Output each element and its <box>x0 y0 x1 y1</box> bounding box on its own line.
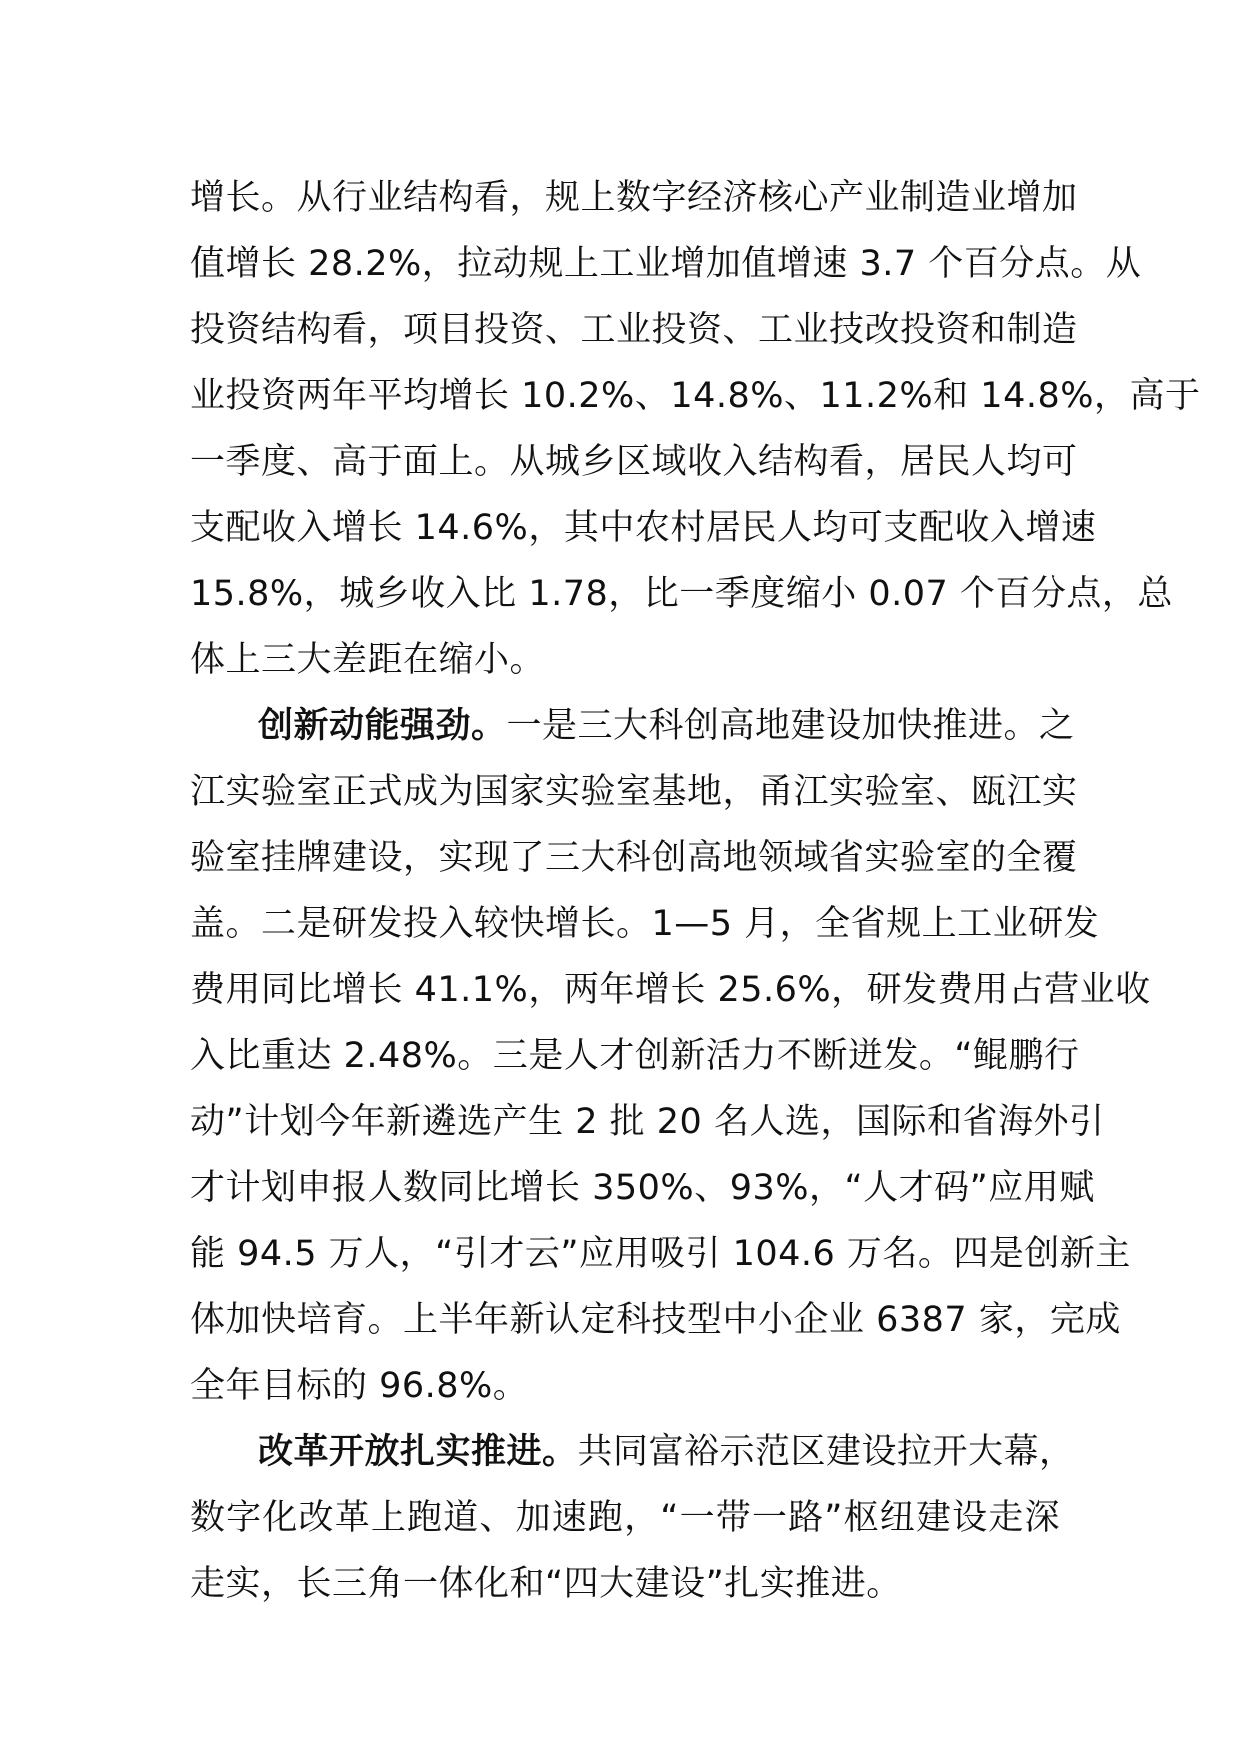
text-line: 体上三大差距在缩小。 <box>190 640 546 680</box>
text-line: 才计划申报人数同比增长 350%、93%，“人才码”应用赋 <box>190 1168 1095 1208</box>
text-line: 验室挂牌建设，实现了三大科创高地领域省实验室的全覆 <box>190 838 1078 878</box>
text-line: 动”计划今年新遴选产生 2 批 20 名人选，国际和省海外引 <box>190 1102 1105 1142</box>
text-line: 能 94.5 万人，“引才云”应用吸引 104.6 万名。四是创新主 <box>190 1234 1131 1274</box>
text-line: 一季度、高于面上。从城乡区域收入结构看，居民人均可 <box>190 442 1078 482</box>
text-line-with-lead <box>190 1419 1075 1485</box>
text-line: 入比重达 2.48%。三是人才创新活力不断迸发。“鲲鹏行 <box>190 1036 1080 1076</box>
text-line: 费用同比增长 41.1%，两年增长 25.6%，研发费用占营业收 <box>190 970 1151 1010</box>
paragraph-reform <box>190 1419 1075 1617</box>
text-line: 业投资两年平均增长 10.2%、14.8%、11.2%和 14.8%，高于 <box>190 376 1201 416</box>
text-line: 15.8%，城乡收入比 1.78，比一季度缩小 0.07 个百分点，总 <box>190 574 1173 614</box>
document-page <box>190 165 1201 1617</box>
paragraph-structure <box>190 165 1201 693</box>
text-line: 体加快培育。上半年新认定科技型中小企业 6387 家，完成 <box>190 1300 1121 1340</box>
text-line: 值增长 28.2%，拉动规上工业增加值增速 3.7 个百分点。从 <box>190 244 1142 284</box>
text-line: 盖。二是研发投入较快增长。1—5 月，全省规上工业研发 <box>190 904 1100 944</box>
text-line: 支配收入增长 14.6%，其中农村居民人均可支配收入增速 <box>190 508 1097 548</box>
paragraph-lead: 创新动能强劲。 <box>258 706 507 746</box>
text-line: 数字化改革上跑道、加速跑，“一带一路”枢纽建设走深 <box>190 1498 1060 1538</box>
text-line: 共同富裕示范区建设拉开大幕， <box>577 1432 1075 1472</box>
text-line: 投资结构看，项目投资、工业投资、工业技改投资和制造 <box>190 310 1078 350</box>
text-line: 一是三大科创高地建设加快推进。之 <box>506 706 1075 746</box>
text-line-with-lead <box>190 693 1075 759</box>
paragraph-lead: 改革开放扎实推进。 <box>258 1432 578 1472</box>
text-line: 全年目标的 96.8%。 <box>190 1366 529 1406</box>
text-line: 走实，长三角一体化和“四大建设”扎实推进。 <box>190 1564 902 1604</box>
paragraph-innovation <box>190 693 1151 1419</box>
text-line: 增长。从行业结构看，规上数字经济核心产业制造业增加 <box>190 178 1078 218</box>
text-line: 江实验室正式成为国家实验室基地，甬江实验室、瓯江实 <box>190 772 1078 812</box>
